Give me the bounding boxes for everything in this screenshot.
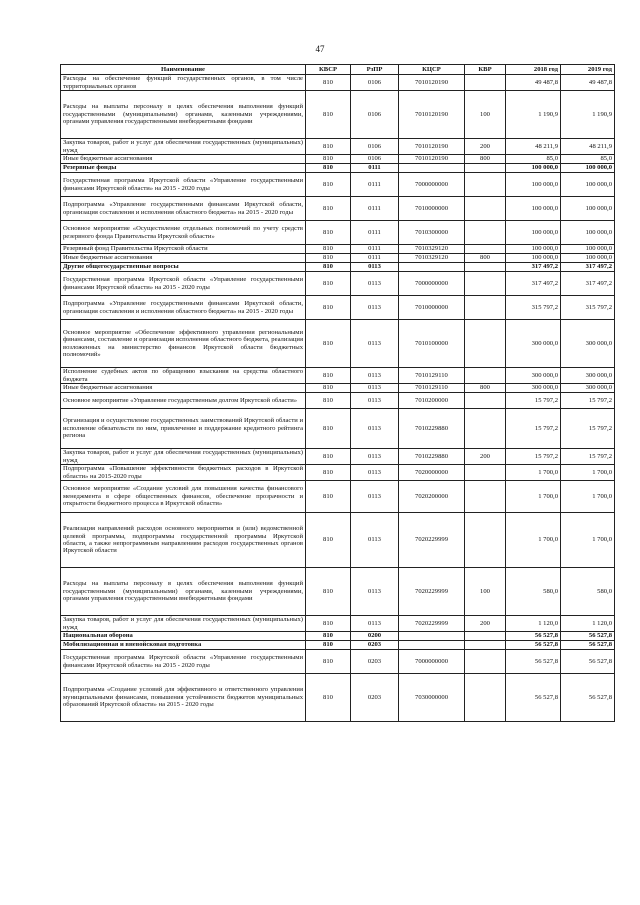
table-row	[61, 384, 615, 393]
table-row	[61, 221, 615, 245]
cell-kvr	[465, 674, 506, 722]
cell-name: Расходы на выплаты персоналу в целях обеспечения выполнения функций государственными (муниципальными) органами, казенными учреждениями, органами управления государственными внебюджетными фондами	[61, 91, 306, 139]
cell-kcsr: 7020000000	[399, 465, 465, 481]
cell-rzpr: 0113	[351, 616, 399, 632]
cell-kvr	[465, 221, 506, 245]
cell-name: Подпрограмма «Управление государственными финансами Иркутской области, организация составления и исполнения областного бюджета» на 2015 - 2020 годы	[61, 296, 306, 320]
cell-2019: 317 497,2	[561, 272, 615, 296]
cell-2019: 300 000,0	[561, 384, 615, 393]
cell-2018: 315 797,2	[506, 296, 561, 320]
cell-2019: 100 000,0	[561, 164, 615, 173]
cell-2019: 1 700,0	[561, 465, 615, 481]
cell-kvr: 100	[465, 568, 506, 616]
cell-kvsr: 810	[306, 393, 351, 409]
cell-kvr	[465, 164, 506, 173]
cell-rzpr: 0111	[351, 164, 399, 173]
cell-kvsr: 810	[306, 197, 351, 221]
cell-name: Основное мероприятие «Обеспечение эффективного управления региональными финансами, составление и организация исполнения областного бюджета, реализация возложенных на министерство финансов Иркутской области бюджетных полномочий»	[61, 320, 306, 368]
table-row	[61, 568, 615, 616]
cell-rzpr: 0200	[351, 632, 399, 641]
header-name: Наименование	[61, 65, 306, 75]
cell-name: Мобилизационная и вневойсковая подготовка	[61, 641, 306, 650]
cell-kcsr	[399, 164, 465, 173]
cell-kcsr: 7010129110	[399, 384, 465, 393]
cell-kvr	[465, 481, 506, 513]
cell-2019: 15 797,2	[561, 449, 615, 465]
cell-kcsr	[399, 641, 465, 650]
cell-rzpr: 0113	[351, 296, 399, 320]
cell-2019: 1 120,0	[561, 616, 615, 632]
cell-2018: 100 000,0	[506, 245, 561, 254]
cell-name: Закупка товаров, работ и услуг для обеспечения государственных (муниципальных) нужд	[61, 449, 306, 465]
cell-2019: 100 000,0	[561, 173, 615, 197]
cell-kcsr: 7010120190	[399, 139, 465, 155]
cell-2018: 85,0	[506, 155, 561, 164]
table-row	[61, 641, 615, 650]
cell-kcsr: 7010329120	[399, 245, 465, 254]
cell-kvsr: 810	[306, 409, 351, 449]
cell-kvsr: 810	[306, 568, 351, 616]
cell-kvr	[465, 513, 506, 568]
cell-rzpr: 0106	[351, 155, 399, 164]
cell-kcsr: 7020200000	[399, 481, 465, 513]
header-2018: 2018 год	[506, 65, 561, 75]
cell-kvsr: 810	[306, 368, 351, 384]
cell-rzpr: 0106	[351, 139, 399, 155]
cell-kvr	[465, 368, 506, 384]
table-row	[61, 513, 615, 568]
cell-kvr	[465, 393, 506, 409]
cell-2018: 15 797,2	[506, 409, 561, 449]
cell-kvr	[465, 465, 506, 481]
cell-kcsr: 7000000000	[399, 650, 465, 674]
cell-kcsr: 7010229880	[399, 409, 465, 449]
table-row	[61, 272, 615, 296]
cell-name: Иные бюджетные ассигнования	[61, 384, 306, 393]
cell-kcsr: 7010129110	[399, 368, 465, 384]
cell-rzpr: 0111	[351, 254, 399, 263]
cell-kvsr: 810	[306, 449, 351, 465]
cell-kvr	[465, 320, 506, 368]
header-2019: 2019 год	[561, 65, 615, 75]
cell-kcsr: 7010329120	[399, 254, 465, 263]
cell-rzpr: 0111	[351, 221, 399, 245]
table-header-row	[61, 65, 615, 75]
cell-2018: 100 000,0	[506, 197, 561, 221]
cell-kvsr: 810	[306, 320, 351, 368]
cell-2018: 1 700,0	[506, 465, 561, 481]
table-row	[61, 368, 615, 384]
cell-name: Резервные фонды	[61, 164, 306, 173]
cell-kcsr: 7010000000	[399, 197, 465, 221]
cell-kvsr: 810	[306, 616, 351, 632]
cell-kvsr: 810	[306, 513, 351, 568]
cell-2018: 300 000,0	[506, 368, 561, 384]
header-rzpr: РзПР	[351, 65, 399, 75]
cell-kvr	[465, 263, 506, 272]
cell-kvr	[465, 650, 506, 674]
cell-rzpr: 0113	[351, 568, 399, 616]
header-kcsr: КЦСР	[399, 65, 465, 75]
cell-kvr: 800	[465, 254, 506, 263]
cell-2018: 100 000,0	[506, 164, 561, 173]
table-row	[61, 449, 615, 465]
cell-kvsr: 810	[306, 384, 351, 393]
cell-name: Другие общегосударственные вопросы	[61, 263, 306, 272]
cell-2018: 317 497,2	[506, 263, 561, 272]
cell-2019: 315 797,2	[561, 296, 615, 320]
cell-2018: 1 190,9	[506, 91, 561, 139]
cell-2019: 100 000,0	[561, 245, 615, 254]
cell-2018: 48 211,9	[506, 139, 561, 155]
cell-rzpr: 0111	[351, 173, 399, 197]
cell-name: Закупка товаров, работ и услуг для обеспечения государственных (муниципальных) нужд	[61, 616, 306, 632]
cell-name: Подпрограмма «Создание условий для эффективного и ответственного управления муниципальными финансами, повышения устойчивости бюджетов муниципальных образований Иркутской области» на 2015 - 2020 годы	[61, 674, 306, 722]
cell-2019: 1 700,0	[561, 481, 615, 513]
cell-2018: 15 797,2	[506, 449, 561, 465]
cell-kvsr: 810	[306, 139, 351, 155]
header-kvsr: КВСР	[306, 65, 351, 75]
cell-rzpr: 0113	[351, 513, 399, 568]
cell-kvsr: 810	[306, 674, 351, 722]
cell-kvr	[465, 641, 506, 650]
cell-name: Организация и осуществление государственных заимствований Иркутской области и исполнение обязательств по ним, привлечение и поддержание кредитного рейтинга региона	[61, 409, 306, 449]
cell-kvr	[465, 197, 506, 221]
cell-rzpr: 0203	[351, 650, 399, 674]
cell-name: Основное мероприятие «Создание условий для повышения качества финансового менеджмента в сфере общественных финансов, обеспечение прозрачности и открытости бюджетного процесса в Иркутской области»	[61, 481, 306, 513]
header-kvr: КВР	[465, 65, 506, 75]
cell-name: Подпрограмма «Управление государственными финансами Иркутской области, организация составления и исполнения областного бюджета» на 2015 - 2020 годы	[61, 197, 306, 221]
table-row	[61, 409, 615, 449]
cell-2019: 317 497,2	[561, 263, 615, 272]
cell-name: Реализация направлений расходов основного мероприятия и (или) ведомственной целевой программы, подпрограммы государственной программы Иркутской области, а также непрограммным направлениям расходов государственных органов Иркутской области	[61, 513, 306, 568]
cell-kcsr: 7010100000	[399, 320, 465, 368]
cell-kvsr: 810	[306, 164, 351, 173]
cell-2019: 100 000,0	[561, 221, 615, 245]
cell-name: Иные бюджетные ассигнования	[61, 155, 306, 164]
cell-kvsr: 810	[306, 263, 351, 272]
cell-2019: 49 487,8	[561, 75, 615, 91]
table-row	[61, 75, 615, 91]
cell-2019: 1 190,9	[561, 91, 615, 139]
cell-kvsr: 810	[306, 155, 351, 164]
cell-kvsr: 810	[306, 254, 351, 263]
cell-2019: 85,0	[561, 155, 615, 164]
cell-name: Исполнение судебных актов по обращению взыскания на средства областного бюджета	[61, 368, 306, 384]
cell-2019: 100 000,0	[561, 254, 615, 263]
cell-name: Государственная программа Иркутской области «Управление государственными финансами Иркутской области» на 2015 - 2020 годы	[61, 173, 306, 197]
cell-2019: 15 797,2	[561, 393, 615, 409]
cell-rzpr: 0113	[351, 449, 399, 465]
cell-2018: 100 000,0	[506, 221, 561, 245]
cell-2019: 300 000,0	[561, 320, 615, 368]
cell-kcsr: 7010120190	[399, 75, 465, 91]
cell-name: Государственная программа Иркутской области «Управление государственными финансами Иркутской области» на 2015 - 2020 годы	[61, 272, 306, 296]
table-row	[61, 296, 615, 320]
cell-2019: 1 700,0	[561, 513, 615, 568]
cell-2019: 56 527,8	[561, 632, 615, 641]
page-number: 47	[315, 44, 325, 54]
cell-kcsr: 7020229999	[399, 568, 465, 616]
cell-2018: 15 797,2	[506, 393, 561, 409]
cell-2018: 1 120,0	[506, 616, 561, 632]
cell-kvr	[465, 272, 506, 296]
cell-2018: 317 497,2	[506, 272, 561, 296]
cell-2018: 56 527,8	[506, 641, 561, 650]
cell-kvr: 800	[465, 155, 506, 164]
cell-kcsr: 7010229880	[399, 449, 465, 465]
cell-kvr: 200	[465, 139, 506, 155]
table-row	[61, 465, 615, 481]
table-row	[61, 650, 615, 674]
cell-kvr	[465, 75, 506, 91]
cell-kcsr: 7010120190	[399, 91, 465, 139]
cell-2018: 49 487,8	[506, 75, 561, 91]
cell-name: Основное мероприятие «Осуществление отдельных полномочий по учету средств резервного фонда Правительства Иркутской области»	[61, 221, 306, 245]
cell-kvsr: 810	[306, 272, 351, 296]
cell-2018: 56 527,8	[506, 674, 561, 722]
table-row	[61, 197, 615, 221]
cell-kvr: 200	[465, 616, 506, 632]
table-row	[61, 254, 615, 263]
cell-name: Расходы на выплаты персоналу в целях обеспечения выполнения функций государственными (муниципальными) органами, казенными учреждениями, органами управления государственными внебюджетными фондами	[61, 568, 306, 616]
cell-kcsr: 7000000000	[399, 272, 465, 296]
cell-name: Национальная оборона	[61, 632, 306, 641]
cell-kvr	[465, 245, 506, 254]
cell-kcsr	[399, 263, 465, 272]
cell-rzpr: 0113	[351, 384, 399, 393]
cell-kcsr: 7010200000	[399, 393, 465, 409]
cell-rzpr: 0113	[351, 481, 399, 513]
table-row	[61, 173, 615, 197]
cell-name: Государственная программа Иркутской области «Управление государственными финансами Иркутской области» на 2015 - 2020 годы	[61, 650, 306, 674]
table-row	[61, 164, 615, 173]
cell-kvsr: 810	[306, 296, 351, 320]
table-row	[61, 393, 615, 409]
cell-kcsr: 7010000000	[399, 296, 465, 320]
cell-rzpr: 0106	[351, 75, 399, 91]
cell-name: Расходы на обеспечение функций государственных органов, в том числе территориальных органов	[61, 75, 306, 91]
cell-rzpr: 0203	[351, 674, 399, 722]
cell-2019: 48 211,9	[561, 139, 615, 155]
cell-rzpr: 0111	[351, 245, 399, 254]
cell-kcsr: 7030000000	[399, 674, 465, 722]
cell-name: Подпрограмма «Повышение эффективности бюджетных расходов в Иркутской области» на 2015-2020 годы	[61, 465, 306, 481]
cell-kvr: 800	[465, 384, 506, 393]
cell-rzpr: 0111	[351, 197, 399, 221]
cell-kvr	[465, 409, 506, 449]
table-row	[61, 481, 615, 513]
cell-rzpr: 0113	[351, 409, 399, 449]
cell-kcsr: 7020229999	[399, 513, 465, 568]
cell-2018: 580,0	[506, 568, 561, 616]
cell-2018: 1 700,0	[506, 513, 561, 568]
cell-kvsr: 810	[306, 641, 351, 650]
table-row	[61, 263, 615, 272]
cell-kvsr: 810	[306, 221, 351, 245]
table-row	[61, 245, 615, 254]
cell-kvsr: 810	[306, 632, 351, 641]
table-row	[61, 139, 615, 155]
table-body	[61, 75, 615, 722]
cell-rzpr: 0113	[351, 393, 399, 409]
cell-2018: 100 000,0	[506, 173, 561, 197]
table-row	[61, 155, 615, 164]
cell-kvsr: 810	[306, 245, 351, 254]
cell-name: Резервный фонд Правительства Иркутской области	[61, 245, 306, 254]
cell-2018: 100 000,0	[506, 254, 561, 263]
cell-rzpr: 0106	[351, 91, 399, 139]
cell-kvr	[465, 296, 506, 320]
cell-2019: 56 527,8	[561, 650, 615, 674]
table-row	[61, 320, 615, 368]
cell-kcsr	[399, 632, 465, 641]
cell-2018: 56 527,8	[506, 650, 561, 674]
budget-table	[60, 64, 615, 722]
cell-2019: 15 797,2	[561, 409, 615, 449]
cell-2018: 300 000,0	[506, 320, 561, 368]
cell-rzpr: 0113	[351, 263, 399, 272]
cell-2019: 300 000,0	[561, 368, 615, 384]
cell-2019: 580,0	[561, 568, 615, 616]
cell-rzpr: 0203	[351, 641, 399, 650]
cell-2018: 56 527,8	[506, 632, 561, 641]
cell-2019: 56 527,8	[561, 674, 615, 722]
cell-kvsr: 810	[306, 91, 351, 139]
cell-kvr: 100	[465, 91, 506, 139]
cell-kvr: 200	[465, 449, 506, 465]
cell-kvr	[465, 173, 506, 197]
cell-kvsr: 810	[306, 650, 351, 674]
table-row	[61, 674, 615, 722]
cell-kcsr: 7010120190	[399, 155, 465, 164]
cell-rzpr: 0113	[351, 368, 399, 384]
cell-name: Закупка товаров, работ и услуг для обеспечения государственных (муниципальных) нужд	[61, 139, 306, 155]
cell-kcsr: 7020229999	[399, 616, 465, 632]
cell-kvsr: 810	[306, 465, 351, 481]
table-row	[61, 616, 615, 632]
cell-rzpr: 0113	[351, 320, 399, 368]
cell-kvr	[465, 632, 506, 641]
cell-2019: 100 000,0	[561, 197, 615, 221]
cell-name: Иные бюджетные ассигнования	[61, 254, 306, 263]
cell-kvsr: 810	[306, 173, 351, 197]
cell-kvsr: 810	[306, 75, 351, 91]
cell-kcsr: 7010300000	[399, 221, 465, 245]
cell-rzpr: 0113	[351, 465, 399, 481]
cell-2018: 1 700,0	[506, 481, 561, 513]
cell-2019: 56 527,8	[561, 641, 615, 650]
table-row	[61, 91, 615, 139]
cell-rzpr: 0113	[351, 272, 399, 296]
cell-kcsr: 7000000000	[399, 173, 465, 197]
table-row	[61, 632, 615, 641]
cell-2018: 300 000,0	[506, 384, 561, 393]
cell-name: Основное мероприятие «Управление государственным долгом Иркутской области»	[61, 393, 306, 409]
cell-kvsr: 810	[306, 481, 351, 513]
